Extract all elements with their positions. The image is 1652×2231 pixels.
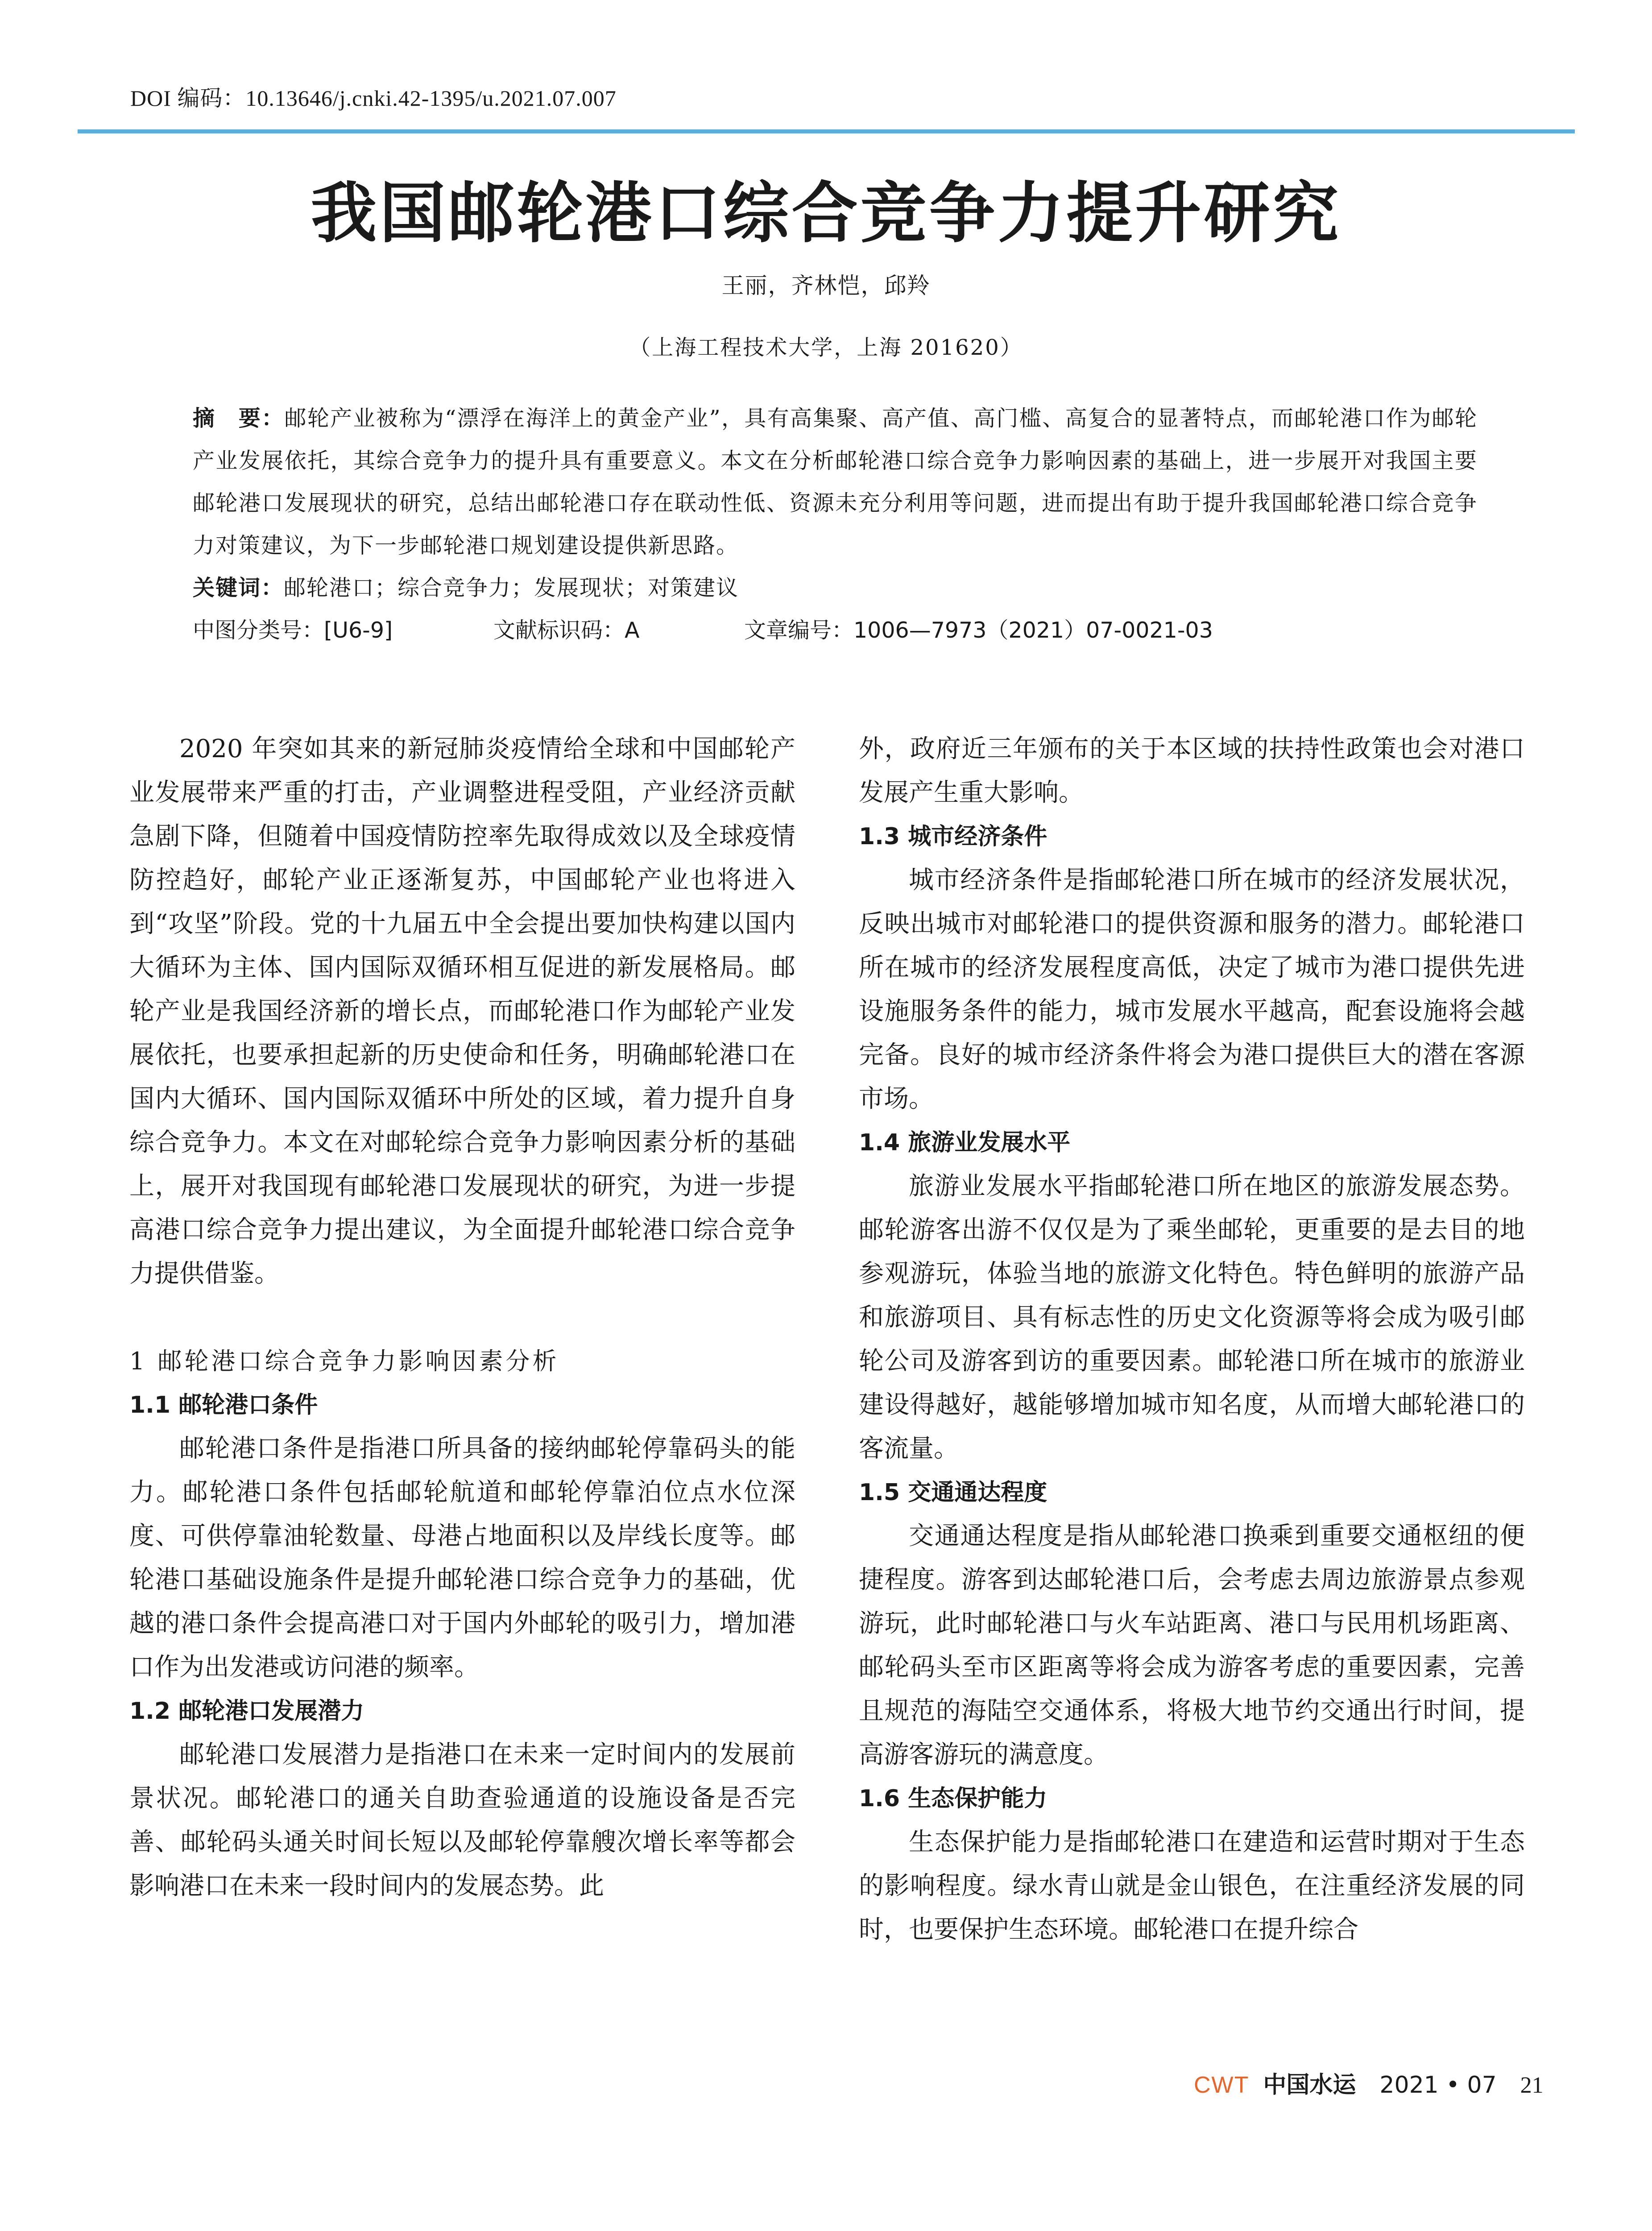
article-number: 文章编号：1006—7973（2021）07-0021-03 [744, 618, 1213, 643]
journal-issue: 2021 • 07 [1379, 2072, 1497, 2098]
article-affiliation: （上海工程技术大学，上海 201620） [629, 335, 1023, 360]
subsection-1-2-continuation: 外，政府近三年颁布的关于本区域的扶持性政策也会对港口发展产生重大影响。 [859, 734, 1525, 807]
right-column [859, 727, 1525, 1952]
keywords-label: 关键词： [193, 575, 284, 601]
document-code: 文献标识码：A [493, 618, 640, 643]
subsection-1-5-text: 交通通达程度是指从邮轮港口换乘到重要交通枢纽的便捷程度。游客到达邮轮港口后，会考虑去周边旅游景点参观游玩，此时邮轮港口与火车站距离、港口与民用机场距离、邮轮码头至市区距离等将会成为游客考虑的重要因素，完善且规范的海陆空交通体系，将极大地节约交通出行时间，提高游客游玩的满意度。 [859, 1522, 1525, 1769]
subsection-1-6-text: 生态保护能力是指邮轮港口在建造和运营时期对于生态的影响程度。绿水青山就是金山银色，在注重经济发展的同时，也要保护生态环境。邮轮港口在提升综合 [859, 1828, 1525, 1944]
journal-brand: CWT [1194, 2072, 1250, 2098]
article-title: 我国邮轮港口综合竞争力提升研究 [311, 174, 1341, 252]
subsection-1-2-heading: 1.2 邮轮港口发展潜力 [129, 1698, 364, 1725]
subsection-1-2-text: 邮轮港口发展潜力是指港口在未来一定时间内的发展前景状况。邮轮港口的通关自助查验通道的设施设备是否完善、邮轮码头通关时间长短以及邮轮停靠艘次增长率等都会影响港口在未来一段时间内的发展态势。此 [129, 1740, 795, 1900]
clc-number: 中图分类号：[U6-9] [193, 618, 393, 643]
section-1-heading: 1 邮轮港口综合竞争力影响因素分析 [129, 1347, 559, 1375]
subsection-1-1-text: 邮轮港口条件是指港口所具备的接纳邮轮停靠码头的能力。邮轮港口条件包括邮轮航道和邮轮停靠泊位点水位深度、可供停靠油轮数量、母港占地面积以及岸线长度等。邮轮港口基础设施条件是提升邮轮港口综合竞争力的基础，优越的港口条件会提高港口对于国内外邮轮的吸引力，增加港口作为出发港或访问港的频率。 [129, 1434, 795, 1682]
header-rule [78, 129, 1575, 133]
subsection-1-3-heading: 1.3 城市经济条件 [859, 823, 1048, 850]
keywords-block [193, 567, 1478, 609]
page-footer [1194, 2066, 1544, 2099]
subsection-1-3-text: 城市经济条件是指邮轮港口所在城市的经济发展状况，反映出城市对邮轮港口的提供资源和服务的潜力。邮轮港口所在城市的经济发展程度高低，决定了城市为港口提供先进设施服务条件的能力，城市发展水平越高，配套设施将会越完备。良好的城市经济条件将会为港口提供巨大的潜在客源市场。 [859, 866, 1525, 1113]
journal-name: 中国水运 [1263, 2071, 1356, 2098]
page-number: 21 [1520, 2073, 1544, 2098]
article-authors: 王丽，齐林恺，邱羚 [721, 273, 931, 299]
doi-line: DOI 编码：10.13646/j.cnki.42-1395/u.2021.07.007 [130, 86, 617, 111]
keywords-text: 邮轮港口；综合竞争力；发展现状；对策建议 [284, 575, 739, 601]
abstract-text: 邮轮产业被称为“漂浮在海洋上的黄金产业”，具有高集聚、高产值、高门槛、高复合的显著特点，而邮轮港口作为邮轮产业发展依托，其综合竞争力的提升具有重要意义。本文在分析邮轮港口综合竞争力影响因素的基础上，进一步展开对我国主要邮轮港口发展现状的研究，总结出邮轮港口存在联动性低、资源未充分利用等问题，进而提出有助于提升我国邮轮港口综合竞争力对策建议，为下一步邮轮港口规划建设提供新思路。 [193, 406, 1478, 558]
left-column [129, 727, 795, 1908]
intro-paragraph: 2020 年突如其来的新冠肺炎疫情给全球和中国邮轮产业发展带来严重的打击，产业调整进程受阻，产业经济贡献急剧下降，但随着中国疫情防控率先取得成效以及全球疫情防控趋好，邮轮产业正逐渐复苏，中国邮轮产业也将进入到“攻坚”阶段。党的十九届五中全会提出要加快构建以国内大循环为主体、国内国际双循环相互促进的新发展格局。邮轮产业是我国经济新的增长点，而邮轮港口作为邮轮产业发展依托，也要承担起新的历史使命和任务，明确邮轮港口在国内大循环、国内国际双循环中所处的区域，着力提升自身综合竞争力。本文在对邮轮综合竞争力影响因素分析的基础上，展开对我国现有邮轮港口发展现状的研究，为进一步提高港口综合竞争力提出建议，为全面提升邮轮港口综合竞争力提供借鉴。 [129, 734, 795, 1288]
abstract-block [193, 397, 1478, 567]
subsection-1-4-heading: 1.4 旅游业发展水平 [859, 1129, 1071, 1156]
subsection-1-5-heading: 1.5 交通通达程度 [859, 1479, 1048, 1506]
subsection-1-1-heading: 1.1 邮轮港口条件 [129, 1392, 318, 1418]
abstract-label: 摘 要： [193, 406, 285, 431]
subsection-1-6-heading: 1.6 生态保护能力 [859, 1785, 1048, 1812]
subsection-1-4-text: 旅游业发展水平指邮轮港口所在地区的旅游发展态势。邮轮游客出游不仅仅是为了乘坐邮轮，更重要的是去目的地参观游玩，体验当地的旅游文化特色。特色鲜明的旅游产品和旅游项目、具有标志性的历史文化资源等将会成为吸引邮轮公司及游客到访的重要因素。邮轮港口所在城市的旅游业建设得越好，越能够增加城市知名度，从而增大邮轮港口的客流量。 [859, 1172, 1525, 1463]
